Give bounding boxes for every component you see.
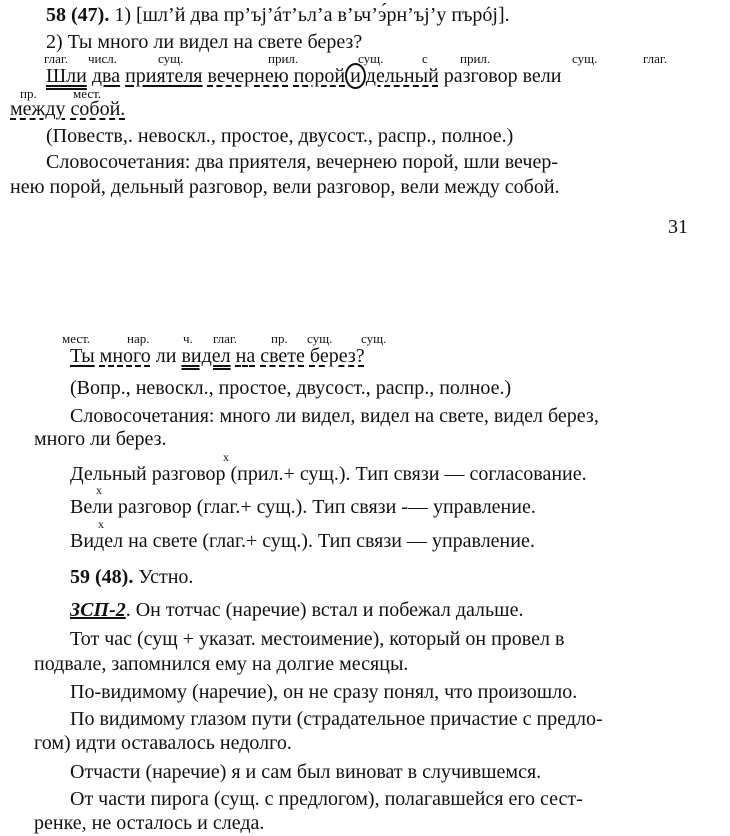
- subject-word: приятеля: [125, 65, 203, 87]
- word-label: сущ.: [572, 51, 598, 66]
- word-label: глаг.: [643, 51, 668, 66]
- sentence-1-collocations-line-1: Словосочетания: два приятеля, вечернею порой, шли вечер-: [46, 151, 559, 173]
- zsp-line-6: гом) идти оставалось недолго.: [34, 732, 292, 754]
- circumstance-word: между: [10, 98, 66, 120]
- circumstance-word: вечернею: [207, 65, 289, 87]
- sentence-1-collocations-line-2: нею порой, дельный разговор, вели разговор, вели между собой.: [10, 176, 560, 198]
- zsp-line-8: От части пирога (сущ. с предлогом), полагавшейся его сест-: [70, 788, 583, 810]
- exercise-59: [70, 566, 193, 588]
- word-label: пр.: [20, 86, 37, 101]
- word-label: числ.: [88, 51, 118, 66]
- word-label: с: [422, 51, 428, 66]
- stress-mark: х: [98, 517, 104, 531]
- predicate-word: вели: [522, 65, 562, 87]
- zsp-line-1-text: . Он тотчас (наречие) встал и побежал дальше.: [125, 599, 524, 621]
- word-label: сущ.: [158, 51, 184, 66]
- predicate-word: видел: [181, 345, 231, 367]
- zsp-line-3: подвале, запомнился ему на долгие месяцы.: [34, 653, 409, 675]
- circumstance-word: много: [99, 345, 151, 367]
- sentence-1-continuation: [10, 98, 125, 120]
- word-label: нар.: [127, 331, 150, 346]
- predicate-word: Шли: [46, 65, 87, 87]
- sentence-1-analysis: (Повеств,. невоскл., простое, двусост., распр., полное.): [46, 125, 514, 147]
- word-label: сущ.: [361, 331, 387, 346]
- sentence-1: [46, 65, 561, 87]
- transcription: 1) [шл’й два пр’ъj’áт’ьл’а в’ьч’э́рн’ъj’у пърój].: [109, 4, 510, 26]
- word-label: мест.: [73, 86, 102, 101]
- sentence-2-collocations-line-2: много ли берез.: [34, 428, 167, 450]
- circumstance-word: свете: [260, 345, 305, 367]
- exercise-59-number: 59 (48).: [70, 566, 134, 588]
- word-label: глаг.: [213, 331, 238, 346]
- word-label: ч.: [183, 331, 193, 346]
- exercise-58-line-1: [46, 4, 510, 26]
- word-label: сущ.: [307, 331, 333, 346]
- zsp-line-2: Тот час (сущ + указат. местоимение), который он провел в: [70, 628, 565, 650]
- zsp-line-9: ренке, не осталось и следа.: [34, 812, 265, 834]
- link-type-line-1: Дельный разговор (прил.+ сущ.). Тип связи — согласование.: [70, 463, 587, 485]
- word-label: сущ.: [358, 51, 384, 66]
- zsp-line-7: Отчасти (наречие) я и сам был виноват в случившемся.: [70, 761, 542, 783]
- attribute-word: дельный: [365, 65, 439, 87]
- word-label: мест.: [62, 331, 91, 346]
- conjunction-circled: и: [345, 63, 366, 89]
- zsp-line-4: По-видимому (наречие), он не сразу понял, что произошло.: [70, 681, 578, 703]
- page-number: 31: [668, 216, 688, 238]
- circumstance-word: собой.: [70, 98, 126, 120]
- exercise-58-line-2: 2) Ты много ли видел на свете берез?: [46, 31, 363, 53]
- word-label: прил.: [268, 51, 299, 66]
- zsp-line-5: По видимому глазом пути (страдательное причастие с предло-: [70, 708, 603, 730]
- subject-word: два: [91, 65, 121, 87]
- particle-word: ли: [155, 345, 177, 367]
- word-label: глаг.: [44, 51, 69, 66]
- subject-word: разговор: [443, 65, 518, 87]
- stress-mark: х: [96, 483, 102, 497]
- circumstance-word: порой: [293, 65, 346, 87]
- zsp-label: ЗСП-2: [70, 599, 126, 621]
- subject-word: Ты: [70, 345, 95, 367]
- sentence-2: [70, 345, 365, 367]
- sentence-2-collocations-line-1: Словосочетания: много ли видел, видел на свете, видел берез,: [70, 405, 599, 427]
- object-word: берез?: [309, 345, 365, 367]
- sentence-2-analysis: (Вопр., невоскл., простое, двусост., распр., полное.): [70, 377, 512, 399]
- stress-mark: х: [223, 450, 229, 464]
- exercise-59-text: Устно.: [133, 566, 194, 588]
- word-label: пр.: [271, 331, 288, 346]
- word-label: прил.: [460, 51, 491, 66]
- circumstance-word: на: [235, 345, 256, 367]
- link-type-line-2: Вели разговор (глаг.+ сущ.). Тип связи -— управление.: [70, 496, 536, 518]
- link-type-line-3: Видел на свете (глаг.+ сущ.). Тип связи — управление.: [70, 530, 535, 552]
- exercise-58-number: 58 (47).: [46, 4, 110, 26]
- zsp-line-1: [70, 599, 523, 621]
